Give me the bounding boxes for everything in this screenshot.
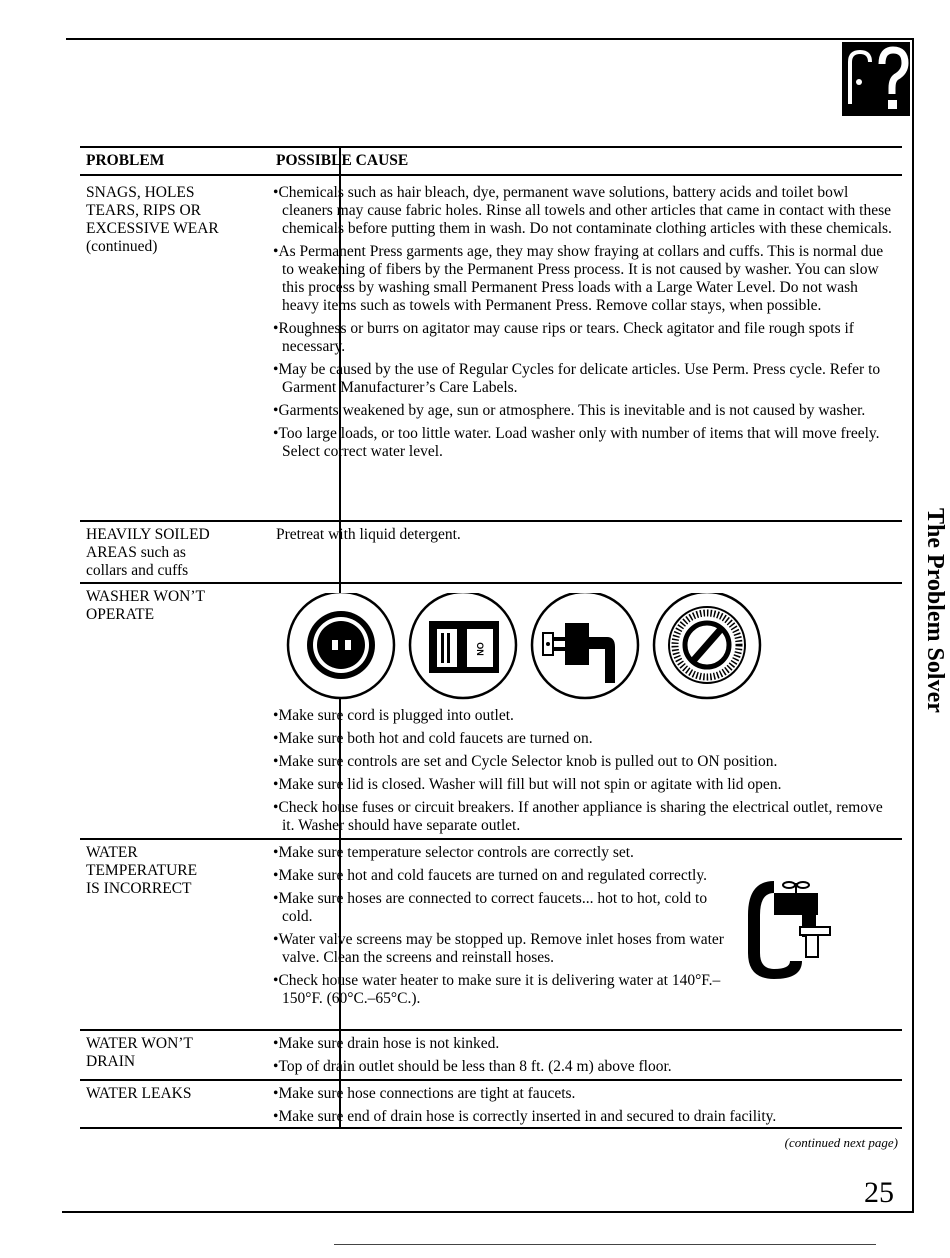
header-problem: PROBLEM xyxy=(86,152,165,169)
problem-line: HEAVILY SOILED xyxy=(86,526,210,543)
outlet-icon xyxy=(288,593,394,698)
cause-item: • Make sure lid is closed. Washer will fill but will not spin or agitate with lid open. xyxy=(273,776,893,794)
cause-item: • Roughness or burrs on agitator may cause rips or tears. Check agitator and file rough spots if necessary. xyxy=(273,320,893,356)
table-top-rule xyxy=(80,146,902,148)
bottom-rule xyxy=(62,1211,914,1213)
cause-item: • May be caused by the use of Regular Cycles for delicate articles. Use Perm. Press cycle. Refer to Garment Manufacturer’s Care Labels. xyxy=(273,361,893,397)
problem-line: WATER WON’T xyxy=(86,1035,193,1052)
problem-line: TEMPERATURE xyxy=(86,862,198,879)
dial-icon xyxy=(654,593,760,698)
problem-line: WATER xyxy=(86,844,138,861)
causes-water-temperature xyxy=(273,844,733,1008)
plug-icon xyxy=(532,593,638,698)
cause-item: • Make sure both hot and cold faucets are turned on. xyxy=(273,730,893,748)
continued-note: (continued next page) xyxy=(784,1135,898,1150)
problem-line: TEARS, RIPS OR xyxy=(86,202,201,219)
cause-item: • Make sure temperature selector controls are correctly set. xyxy=(273,844,902,862)
header-cause: POSSIBLE CAUSE xyxy=(276,152,409,169)
cause-item: • Make sure hot and cold faucets are turned on and regulated correctly. xyxy=(273,867,733,885)
cause-item: • As Permanent Press garments age, they may show fraying at collars and cuffs. This is normal due to weakening of fibers by the Permanent Press process. It is not caused by washer. You can slow this process by washing small Permanent Press loads with a Large Water Level. Do not wash heavy items such as towels with Permanent Press. Remove collar stays, when possible. xyxy=(273,243,893,315)
row-rule xyxy=(80,582,902,584)
cause-item: • Water valve screens may be stopped up. Remove inlet hoses from water valve. Clean the screens and reinstall hoses. xyxy=(273,931,733,967)
causes-water-leaks xyxy=(273,1085,893,1126)
cause-item: • Make sure end of drain hose is correctly inserted in and secured to drain facility. xyxy=(273,1108,893,1126)
problem-line: WATER LEAKS xyxy=(86,1085,192,1102)
header-rule xyxy=(80,174,902,176)
cause-item: • Garments weakened by age, sun or atmosphere. This is inevitable and is not caused by washer. xyxy=(273,402,893,420)
problem-line: OPERATE xyxy=(86,606,155,623)
problem-line: IS INCORRECT xyxy=(86,880,192,897)
problem-line: (continued) xyxy=(86,238,158,255)
row-rule xyxy=(80,520,902,522)
row-rule xyxy=(80,1029,902,1031)
row-rule xyxy=(80,1079,902,1081)
cause-item: • Check house water heater to make sure it is delivering water at 140°F.–150°F. (60°C.–65°C.). xyxy=(273,972,733,1008)
problem-line: DRAIN xyxy=(86,1053,136,1070)
svg-text:ON: ON xyxy=(475,642,485,656)
cause-heavily-soiled: Pretreat with liquid detergent. xyxy=(276,526,461,543)
side-title: The Problem Solver xyxy=(922,508,948,713)
causes-snags xyxy=(273,184,893,461)
cause-item: • Make sure hose connections are tight at faucets. xyxy=(273,1085,893,1103)
problem-line: EXCESSIVE WEAR xyxy=(86,220,219,237)
footer-rule xyxy=(334,1244,876,1245)
causes-water-wont-drain xyxy=(273,1035,893,1076)
row-rule xyxy=(80,838,902,840)
cause-item: • Check house fuses or circuit breakers. If another appliance is sharing the electrical outlet, remove it. Washer should have separate outlet. xyxy=(273,799,893,835)
top-rule xyxy=(66,38,912,40)
cause-item: • Chemicals such as hair bleach, dye, permanent wave solutions, battery acids and toilet bowl cleaners may cause fabric holes. Rinse all towels and other articles that came in contact with these chemicals before putting them in wash. Do not contaminate clothing articles with these chemicals. xyxy=(273,184,893,238)
cause-item: • Make sure hoses are connected to correct faucets... hot to hot, cold to cold. xyxy=(273,890,733,926)
faucet-icon xyxy=(744,875,834,983)
problem-line: WASHER WON’T xyxy=(86,588,205,605)
cause-item: • Too large loads, or too little water. Load washer only with number of items that will move freely. Select correct water level. xyxy=(273,425,893,461)
problem-line: collars and cuffs xyxy=(86,562,189,579)
operate-icons xyxy=(285,593,765,705)
cause-item: • Make sure drain hose is not kinked. xyxy=(273,1035,893,1053)
right-rule xyxy=(912,38,914,1212)
lid-switch-icon xyxy=(410,593,516,698)
problem-line: SNAGS, HOLES xyxy=(86,184,195,201)
cause-item: • Make sure cord is plugged into outlet. xyxy=(273,707,893,725)
cause-item: • Top of drain outlet should be less than 8 ft. (2.4 m) above floor. xyxy=(273,1058,893,1076)
cause-item: • Make sure controls are set and Cycle Selector knob is pulled out to ON position. xyxy=(273,753,893,771)
problem-line: AREAS such as xyxy=(86,544,186,561)
causes-washer-wont-operate xyxy=(273,707,893,835)
page-number: 25 xyxy=(864,1176,894,1209)
problem-solver-question-icon xyxy=(842,42,910,116)
table-bottom-rule xyxy=(80,1127,902,1129)
